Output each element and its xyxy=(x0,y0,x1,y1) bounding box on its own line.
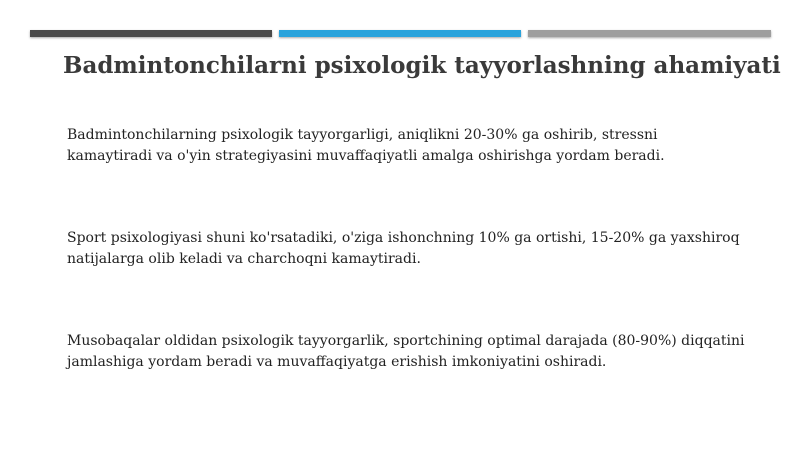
header-accent-bars xyxy=(30,30,771,37)
slide-title: Badmintonchilarni psixologik tayyorlashning ahamiyati xyxy=(63,52,781,79)
accent-bar-blue xyxy=(279,30,521,37)
paragraph-confidence xyxy=(67,228,767,270)
paragraph-line: kamaytiradi va o'yin strategiyasini muvaffaqiyatli amalga oshirishga yordam beradi. xyxy=(67,148,665,164)
paragraph-concentration xyxy=(67,331,767,373)
paragraph-line: natijalarga olib keladi va charchoqni kamaytiradi. xyxy=(67,251,421,267)
paragraph-accuracy xyxy=(67,125,767,167)
accent-bar-dark xyxy=(30,30,272,37)
accent-bar-gray xyxy=(528,30,771,37)
paragraph-line: Badmintonchilarning psixologik tayyorgarligi, aniqlikni 20-30% ga oshirib, stressni xyxy=(67,127,658,143)
paragraph-line: Sport psixologiyasi shuni ko'rsatadiki, o'ziga ishonchning 10% ga ortishi, 15-20% ga yaxshiroq xyxy=(67,230,740,246)
paragraph-line: Musobaqalar oldidan psixologik tayyorgarlik, sportchining optimal darajada (80-90%) diqqatini xyxy=(67,333,745,349)
paragraph-line: jamlashiga yordam beradi va muvaffaqiyatga erishish imkoniyatini oshiradi. xyxy=(67,354,607,370)
